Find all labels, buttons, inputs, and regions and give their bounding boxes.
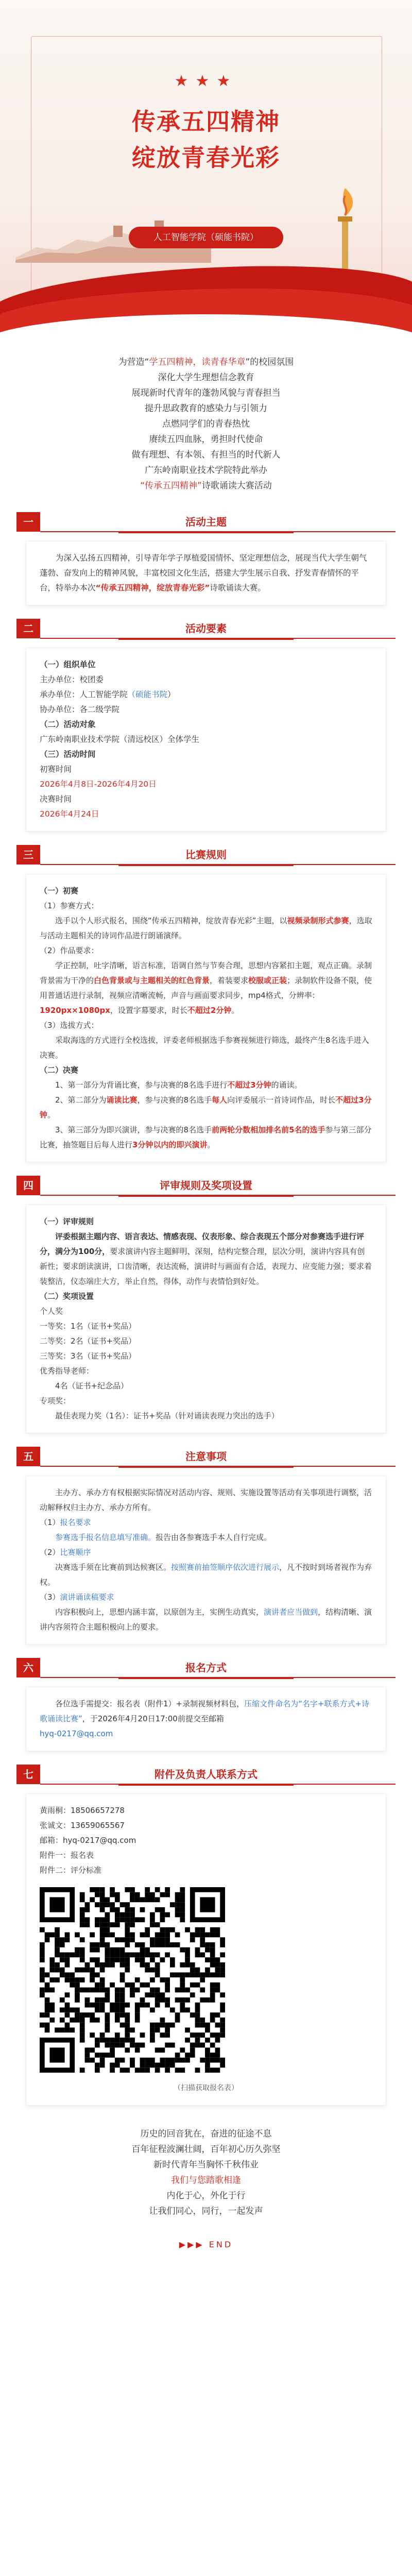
award-second: 二等奖：2名（证书+奖品）: [40, 1336, 136, 1346]
section-header-contact: [0, 1762, 412, 1786]
section-header-notes: [0, 1445, 412, 1468]
theme-highlight: “传承五四精神，绽放青春光彩”: [95, 583, 210, 592]
prelim-heading: （一）初赛: [40, 886, 79, 895]
poem-highlight: 学五四精神，读青春华章: [149, 357, 246, 367]
poem-line: [0, 385, 412, 401]
poem-line: [0, 354, 412, 370]
poem-text: ”的校园氛围: [245, 357, 294, 367]
theme-text: 为深入弘扬五四精神，引导青年学子厚植爱国情怀、坚定理想信念，展现当代大学生朝气蓬勃、奋发向上的精神风貌，丰富校园文化生活，搭建大学生展示自我、抒发青春情怀的平台，特举办本次: [40, 553, 367, 592]
special-award: 专项奖：: [40, 1396, 71, 1405]
org-heading: （一）组织单位: [40, 660, 96, 669]
contact-2: 张诚文：13659065567: [40, 1821, 125, 1830]
target-text: 广东岭南职业技术学院（清远校区）全体学生: [40, 735, 200, 744]
poem-line: [0, 463, 412, 478]
org-run-end: ）: [167, 690, 176, 699]
judging-heading: （一）评审规则: [40, 1217, 94, 1226]
elements-card: [26, 648, 386, 832]
note-3-highlight: 演讲者应当做到: [264, 1607, 318, 1617]
contact-card: [26, 1793, 386, 2106]
rule-2-highlight-time: 不超过2分钟: [187, 1006, 232, 1015]
poem-text: 深化大学生理想信念教育: [158, 372, 254, 383]
note-1-text: 参赛选手报名信息填写准确。: [55, 1533, 156, 1542]
final-rule-3-hl: 前两轮分数相加排名前5名的选手: [212, 1125, 325, 1134]
rule-2-text-b: ，着装要求: [210, 976, 249, 985]
note-2-highlight: 按照赛前抽签顺序依次进行展示: [171, 1563, 280, 1572]
end-marker: ▶▶▶ END: [179, 2240, 233, 2249]
poem-text: 赓续五四血脉，勇担时代使命: [149, 434, 263, 445]
final-rule-3-hl2: 3分钟以内的即兴演讲: [132, 1140, 208, 1149]
notes-card: [26, 1476, 386, 1645]
target-heading: （二）活动对象: [40, 720, 96, 729]
judging-text-b: 要求演讲内容主题鲜明、深刻，结构完整合理，层次分明，演讲内容具有创新性；要求朗读演讲，口齿清晰，表达流畅，演讲时与画面有合适，表现力、应变能力强；要求着装整洁，仪态端庄大方，举止自然，得体，动作与表情恰到好处。: [40, 1247, 372, 1286]
prelim-dates: 2026年4月8日-2026年4月20日: [40, 779, 157, 789]
section-number: 二: [16, 619, 40, 638]
section-header-register: [0, 1656, 412, 1680]
rule-1-text: 选手以个人形式报名，围绕“传承五四精神，绽放青春光彩”主题，以: [55, 916, 287, 925]
outro-line: 新时代青年当胸怀千秋伟业: [153, 2160, 259, 2170]
section-title: 附件及负责人联系方式: [118, 1765, 294, 1786]
register-deadline: ，于2026年4月20日17:00前提交至邮箱: [82, 1714, 224, 1723]
attachment-1: 附件一：报名表: [40, 1851, 94, 1860]
hero-title-line1: 传承五四精神: [132, 108, 280, 135]
outro-line: 百年征程波澜壮阔，百年初心历久弥坚: [131, 2144, 281, 2155]
rule-1-text-end: ，选取与活动主题相关的诗词作品进行朗诵演绎。: [40, 916, 372, 940]
qr-code-icon[interactable]: [40, 1887, 225, 2073]
rule-2-label: （2）作品要求：: [40, 946, 99, 955]
section-number: 四: [16, 1176, 40, 1195]
rule-2-highlight-dress: 校服或正装: [248, 976, 287, 985]
final-rule-2-end: 。: [47, 1110, 56, 1120]
section-header-theme: [0, 510, 412, 534]
section-title: 报名方式: [118, 1658, 294, 1679]
section-header-rules: [0, 843, 412, 867]
judging-text: 评委根据主题内容、语言表达、情感表现、仪表形象、综合表现五个部分对参赛选手进行评分，满分为100分，: [40, 1232, 365, 1256]
poem-highlight: “传承五四精神”: [140, 481, 202, 491]
poem-text: 诗歌诵读大赛活动: [201, 481, 272, 491]
rule-2-text-c: ；录制软件设备不限，使用普通话进行录制，视频应清晰流畅，声音与画面要求同步，mp4格式，分辨率：: [40, 976, 372, 1000]
section-number: 六: [16, 1658, 40, 1677]
register-card: [26, 1687, 386, 1751]
register-filename-rule: 压缩文件命名为“名字+联系方式+诗歌诵读比赛”: [40, 1699, 370, 1723]
final-rule-2: 2、第二部分为: [55, 1095, 107, 1105]
poem-line: [0, 432, 412, 447]
award-third: 三等奖：3名（证书+奖品）: [40, 1351, 136, 1361]
intro-poem: [0, 340, 412, 499]
excellent-teacher-count: 4名（证书+纪念品）: [55, 1381, 129, 1391]
final-label: 决赛时间: [40, 794, 72, 804]
poem-text: 为营造“: [118, 357, 149, 367]
final-heading: （二）决赛: [40, 1065, 79, 1075]
star-icon: ★★★: [174, 72, 238, 90]
org-host: 主办单位：校团委: [40, 675, 104, 684]
excellent-teacher: 优秀指导老师：: [40, 1366, 94, 1376]
section-number: 三: [16, 845, 40, 865]
final-rule-3: 3、第三部分为即兴演讲，参与决赛的8名选手: [55, 1125, 212, 1134]
note-3-label: 演讲诵读稿要求: [60, 1592, 114, 1602]
section-number: 一: [16, 512, 40, 532]
poem-line: [0, 447, 412, 463]
rule-2-text-end: 。: [231, 1006, 239, 1015]
award-first: 一等奖：1名（证书+奖品）: [40, 1321, 136, 1331]
org-run-label: 承办单位：人工智能学院: [40, 690, 128, 699]
outro-line: 内化于心，外化于行: [166, 2191, 246, 2201]
contact-1: 黄雨桐：18506657278: [40, 1806, 125, 1815]
special-award-text: 最佳表现力奖（1名）：证书+奖品（针对诵读表现力突出的选手）: [55, 1411, 279, 1420]
section-title: 比赛规则: [118, 845, 294, 866]
attachment-2: 附件二：评分标准: [40, 1866, 102, 1875]
rule-2-text: 学正控制，吐字清晰，语言标准，语调自然与节奏合理，思想内容紧扣主题，观点正确。录制背景需为干净的: [40, 961, 372, 985]
rule-1-highlight: 视频录制形式参赛: [287, 916, 349, 925]
final-rule-2-c: 向评委展示一首诗词作品，时长: [227, 1095, 336, 1105]
org-run-college: （硕能书院: [127, 690, 168, 699]
final-rule-2-hl: 诵读比赛: [106, 1095, 138, 1105]
final-date: 2026年4月24日: [40, 809, 99, 819]
rules-card: [26, 874, 386, 1162]
final-rule-1-end: 的诵读。: [271, 1080, 302, 1090]
theme-text-end: 诗歌诵读大赛。: [210, 583, 266, 592]
outro-line: 历史的回音犹在，奋进的征途不息: [140, 2129, 272, 2139]
outro-poem: [0, 2106, 412, 2224]
note-2-text-end: ，凡不按时到场者视作为弃权。: [40, 1563, 372, 1587]
poem-line: [0, 401, 412, 416]
section-number: 七: [16, 1765, 40, 1784]
note-1-num: （1）: [40, 1518, 60, 1527]
poem-line: [0, 370, 412, 385]
register-text: 各位选手需提交：报名表（附件1）+录制视频材料包，: [55, 1699, 245, 1708]
poem-line: [0, 416, 412, 432]
section-title: 评审规则及奖项设置: [118, 1176, 294, 1197]
final-rule-2-hl2: 每人: [212, 1095, 228, 1105]
poem-text: 提升思政教育的感染力与引领力: [145, 403, 267, 414]
rule-3-label: （3）选拔方式：: [40, 1021, 99, 1030]
section-header-elements: [0, 617, 412, 640]
org-run: [40, 687, 372, 702]
rule-1-label: （1）参赛方式：: [40, 901, 99, 910]
rule-2-text-d: ，设置字幕要求，时长: [110, 1006, 187, 1015]
contact-email[interactable]: 邮箱：hyq-0217@qq.com: [40, 1836, 136, 1845]
qr-caption: （扫描获取报名表）: [174, 2084, 238, 2092]
section-title: 注意事项: [118, 1447, 294, 1468]
individual-award: 个人奖: [40, 1307, 63, 1316]
prelim-label: 初赛时间: [40, 765, 72, 774]
awards-heading: （二）奖项设置: [40, 1292, 94, 1301]
note-3-text: 内容积极向上，思想内涵丰富，以原创为主，实例生动真实，: [55, 1607, 264, 1617]
note-2-num: （2）: [40, 1548, 60, 1557]
hero-banner: [0, 0, 412, 340]
final-rule-3-end: 。: [207, 1140, 215, 1149]
theme-card: [26, 541, 386, 605]
section-number: 五: [16, 1447, 40, 1466]
register-email-link[interactable]: hyq-0217@qq.com: [40, 1729, 113, 1738]
poem-line: [0, 478, 412, 494]
note-3-text-end: ，结构清晰、演讲内容须符合主题积极向上的要求。: [40, 1607, 372, 1632]
outro-line: 我们与您踏歌相逢: [171, 2175, 241, 2185]
final-rule-2-b: ，参与决赛的8名选手: [137, 1095, 212, 1105]
note-1-text-b: 报告由各参赛选手本人自行完成。: [156, 1533, 272, 1542]
final-rule-1: 1、第一部分为背诵比赛，参与决赛的8名选手进行: [55, 1080, 228, 1090]
note-1-label: 报名要求: [60, 1518, 91, 1527]
outro-line: 让我们同心，同行，一起发声: [149, 2206, 263, 2216]
rule-2-highlight-res: 1920px×1080px: [40, 1006, 110, 1015]
judging-card: [26, 1205, 386, 1433]
notes-intro: 主办方、承办方有权根据实际情况对活动内容、规则、实施设置等活动有关事项进行调整，活动解释权归主办方、承办方所有。: [40, 1488, 372, 1512]
note-2-label: 比赛顺序: [60, 1548, 91, 1557]
poem-text: 展现新时代青年的蓬勃风貌与青春担当: [131, 388, 281, 398]
section-title: 活动主题: [118, 512, 294, 533]
rule-3-text: 采取海选的方式进行全校选拔，评委老师根据选手参赛视频进行筛选，最终产生8名选手进入决赛。: [40, 1036, 369, 1060]
org-co: 协办单位：各二级学院: [40, 705, 120, 714]
school-badge: 人工智能学院（硕能书院）: [129, 227, 283, 248]
final-rule-2-hl3: 不超过3分钟: [40, 1095, 372, 1120]
final-rule-3-b: 参与第三部分比赛，抽签题目后每人进行: [40, 1125, 372, 1149]
poem-text: 点燃同学们的青春热忱: [162, 419, 250, 429]
poem-text: 做有理想、有本领、有担当的时代新人: [131, 450, 281, 460]
note-2-text: 决赛选手须在比赛前到达候赛区。: [55, 1563, 171, 1572]
poem-text: 广东岭南职业技术学院特此举办: [145, 465, 267, 476]
hero-title-line2: 绽放青春光彩: [132, 144, 280, 172]
section-title: 活动要素: [118, 619, 294, 640]
time-heading: （三）活动时间: [40, 750, 96, 759]
rule-2-highlight-bg: 白色背景或与主题相关的红色背景: [94, 976, 210, 985]
note-3-num: （3）: [40, 1592, 60, 1602]
final-rule-1-hl: 不超过3分钟: [227, 1080, 271, 1090]
section-header-judging: [0, 1174, 412, 1197]
